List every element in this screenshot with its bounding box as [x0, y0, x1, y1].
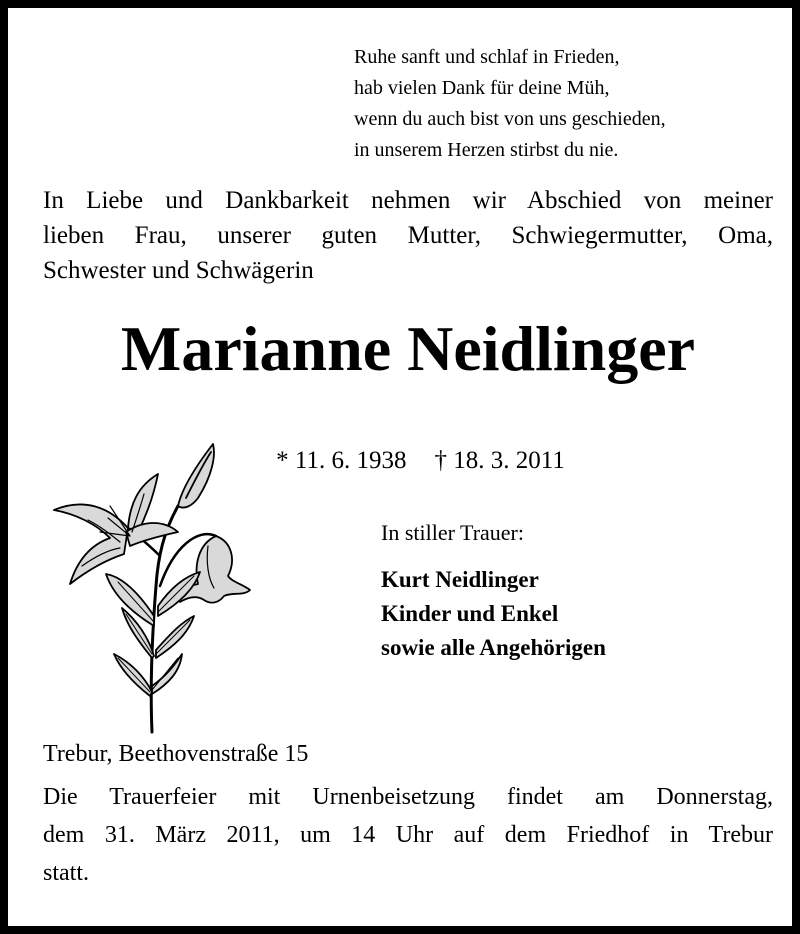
farewell-intro — [43, 183, 773, 288]
lily-flower-icon — [48, 436, 258, 736]
funeral-line: statt. — [43, 860, 89, 886]
poem-line: wenn du auch bist von uns geschieden, — [354, 108, 666, 130]
intro-line: Schwester und Schwägerin — [43, 257, 314, 284]
intro-line: lieben Frau, unserer guten Mutter, Schwiegermutter, Oma, — [43, 222, 773, 249]
mourners-list — [381, 563, 606, 665]
funeral-line: dem 31. März 2011, um 14 Uhr auf dem Friedhof in Trebur — [43, 822, 773, 848]
birth-date: * 11. 6. 1938 — [276, 447, 407, 474]
poem-line: in unserem Herzen stirbst du nie. — [354, 139, 619, 161]
poem-line: hab vielen Dank für deine Müh, — [354, 77, 610, 99]
poem-line: Ruhe sanft und schlaf in Frieden, — [354, 46, 620, 68]
death-date: † 18. 3. 2011 — [434, 447, 565, 474]
funeral-notice — [43, 778, 773, 892]
mourner-name: Kurt Neidlinger — [381, 567, 539, 592]
family-address: Trebur, Beethovenstraße 15 — [43, 741, 309, 767]
funeral-line: Die Trauerfeier mit Urnenbeisetzung findet am Donnerstag, — [43, 784, 773, 810]
intro-line: In Liebe und Dankbarkeit nehmen wir Abschied von meiner — [43, 187, 773, 214]
mourning-label: In stiller Trauer: — [381, 520, 524, 545]
poem-verse — [354, 42, 774, 166]
deceased-name: Marianne Neidlinger — [120, 313, 696, 384]
mourner-name: sowie alle Angehörigen — [381, 635, 606, 660]
mourner-name: Kinder und Enkel — [381, 601, 559, 626]
